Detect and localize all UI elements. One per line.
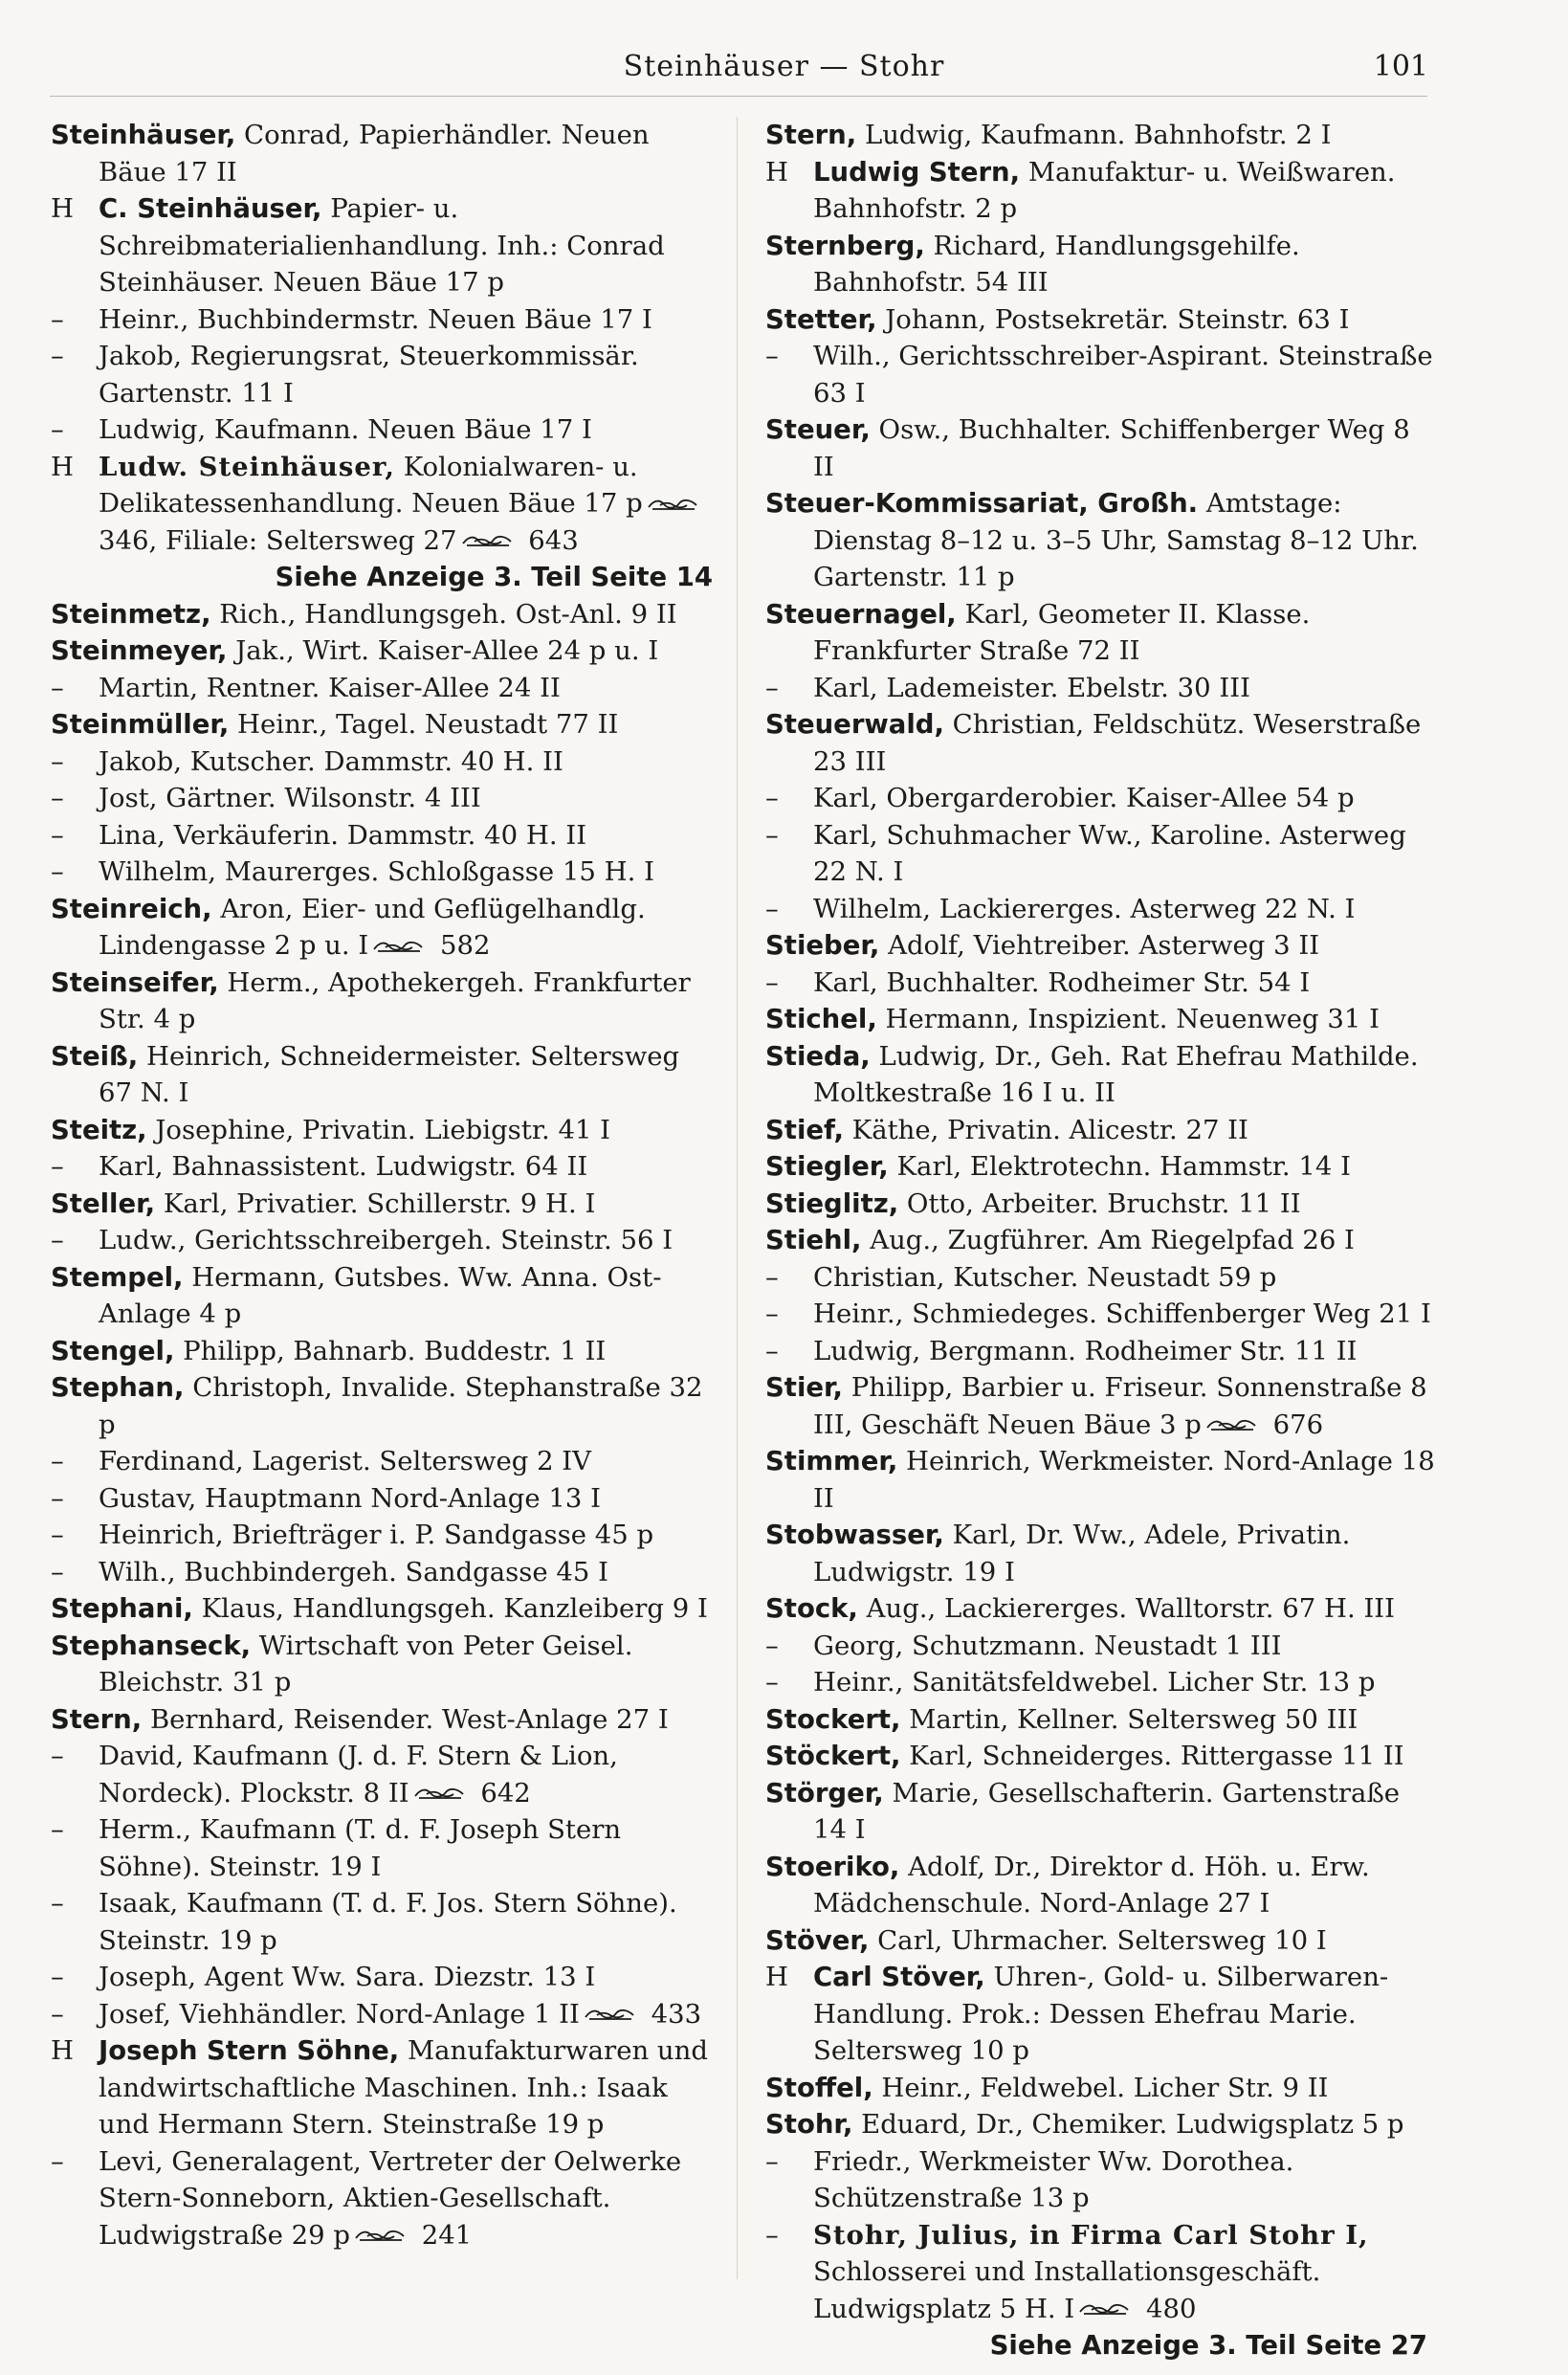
advertisement-reference: Siehe Anzeige 3. Teil Seite 14: [275, 562, 713, 592]
entry-details: Karl, Buchhalter. Rodheimer Str. 54 I: [813, 966, 1311, 998]
entry-details: Ludwig, Dr., Geh. Rat Ehefrau Mathilde. Moltkestraße 16 I u. II: [813, 1040, 1419, 1108]
directory-entry: [51, 1701, 720, 1739]
entry-details: Wilh., Gerichtsschreiber-Aspirant. Steinstraße 63 I: [813, 341, 1433, 409]
entry-details: Karl, Obergarderobier. Kaiser-Allee 54 p: [813, 783, 1355, 813]
entry-details: Bernhard, Reisender. West-Anlage 27 I: [142, 1703, 669, 1735]
entry-continuation: 480: [1137, 2293, 1197, 2324]
directory-entry: [765, 301, 1435, 339]
entry-details: Heinr., Feldwebel. Licher Str. 9 II: [872, 2072, 1329, 2103]
entry-details: Wilhelm, Maurerges. Schloßgasse 15 H. I: [99, 856, 654, 887]
telephone-icon: [354, 2228, 408, 2245]
entry-details: Philipp, Bahnarb. Buddestr. 1 II: [174, 1335, 607, 1366]
page-number: 101: [1373, 50, 1428, 83]
ditto-dash: –: [51, 303, 64, 335]
firm-name: Ludw. Steinhäuser,: [99, 451, 395, 482]
directory-entry: [51, 449, 720, 560]
entry-surname: Stephan,: [51, 1372, 185, 1403]
entry-continuation: 642: [472, 1777, 531, 1809]
entry-details: Papier- u. Schreibmaterialienhandlung. Inh.: Conrad Steinhäuser. Neuen Bäue 17 p: [99, 193, 665, 298]
ditto-dash: –: [51, 1741, 64, 1771]
directory-entry: [51, 1038, 720, 1112]
directory-entry: [51, 2143, 720, 2254]
ditto-dash: –: [51, 2145, 64, 2177]
telephone-icon: [461, 533, 515, 550]
entry-surname: Stief,: [765, 1114, 844, 1145]
entry-continuation: 346, Filiale: Seltersweg 27: [99, 524, 457, 556]
entry-continuation: 582: [431, 930, 491, 961]
telephone-number: 643: [519, 524, 579, 556]
ditto-dash: –: [51, 1151, 64, 1182]
directory-entry: [51, 1443, 720, 1480]
entry-details: Heinrich, Schneidermeister. Seltersweg 67 N. I: [99, 1040, 680, 1108]
ditto-dash: –: [765, 2145, 779, 2177]
entry-details: Isaak, Kaufmann (T. d. F. Jos. Stern Söhne). Steinstr. 19 p: [99, 1888, 677, 1956]
directory-entry: [765, 1664, 1435, 1701]
ditto-dash: –: [51, 341, 64, 371]
directory-entry: [51, 1480, 720, 1518]
entry-details: Karl, Lademeister. Ebelstr. 30 III: [813, 672, 1250, 703]
entry-details: Heinr., Tagel. Neustadt 77 II: [229, 709, 619, 740]
entry-details: Johann, Postsekretär. Steinstr. 63 I: [876, 303, 1350, 335]
telephone-icon: [1078, 2301, 1132, 2319]
ditto-dash: –: [51, 1888, 64, 1919]
entry-details: Kolonialwaren- u. Delikatessenhandlung. Neuen Bäue 17 p: [99, 451, 643, 519]
entry-details: Aug., Lackiererges. Walltorstr. 67 H. III: [857, 1593, 1396, 1624]
ditto-dash: –: [51, 1962, 64, 1992]
ditto-dash: –: [765, 672, 779, 703]
entry-details: Hermann, Gutsbes. Ww. Anna. Ost-Anlage 4 p: [99, 1261, 662, 1329]
ditto-dash: –: [765, 1630, 779, 1661]
entry-surname: Stoffel,: [765, 2072, 873, 2103]
register-mark: H: [765, 1962, 788, 1992]
entry-surname: Stern,: [51, 1703, 143, 1735]
entry-surname: Stetter,: [765, 303, 877, 335]
entry-details: Wilh., Buchbindergeh. Sandgasse 45 I: [99, 1556, 608, 1587]
telephone-icon: [584, 2007, 637, 2024]
ditto-dash: –: [51, 819, 64, 851]
entry-surname: Stephani,: [51, 1593, 193, 1624]
entry-surname: Steinhäuser,: [51, 120, 236, 150]
entry-details: Carl, Uhrmacher. Seltersweg 10 I: [869, 1924, 1327, 1956]
directory-entry: [51, 965, 720, 1038]
ditto-dash: –: [765, 783, 779, 813]
entry-surname: Stock,: [765, 1593, 858, 1624]
directory-entry: [51, 1996, 720, 2033]
directory-entry: [51, 411, 720, 449]
entry-details: Martin, Rentner. Kaiser-Allee 24 II: [99, 672, 561, 703]
entry-details: Karl, Schuhmacher Ww., Karoline. Asterweg 22 N. I: [813, 819, 1406, 887]
entry-details: Heinr., Schmiedeges. Schiffenberger Weg 21 I: [813, 1298, 1431, 1329]
ditto-dash: –: [51, 1520, 64, 1550]
directory-entry: [765, 1333, 1435, 1370]
entry-surname: Steinreich,: [51, 893, 212, 924]
entry-surname: Stohr,: [765, 2109, 853, 2140]
entry-details: Jakob, Kutscher. Dammstr. 40 H. II: [99, 745, 563, 777]
directory-entry: [765, 670, 1435, 707]
directory-entry: [51, 891, 720, 965]
entry-details: Conrad, Papierhändler. Neuen Bäue 17 II: [99, 120, 650, 188]
directory-entry: [51, 1148, 720, 1186]
entry-details: David, Kaufmann (J. d. F. Stern & Lion, Nordeck). Plockstr. 8 II: [99, 1741, 618, 1809]
entry-continuation: 433: [642, 1998, 702, 2030]
directory-entry: [51, 1369, 720, 1443]
directory-entry: [765, 1148, 1435, 1186]
directory-entry: [51, 1517, 720, 1554]
entry-surname: Stieglitz,: [765, 1188, 899, 1219]
directory-entry: [765, 1517, 1435, 1590]
entry-surname: Stöver,: [765, 1924, 870, 1956]
firm-name: Stohr, Julius, in Firma Carl Stohr I,: [813, 2219, 1369, 2251]
directory-entry: [51, 301, 720, 339]
entry-details: Christian, Feldschütz. Weserstraße 23 III: [813, 709, 1422, 777]
register-mark: H: [51, 2035, 74, 2066]
ditto-dash: –: [51, 1814, 64, 1845]
telephone-icon: [413, 1786, 467, 1803]
header-rule: [50, 96, 1427, 97]
directory-entry: [51, 1333, 720, 1370]
directory-entry: [765, 1112, 1435, 1149]
directory-entry: [765, 891, 1435, 928]
entry-details: Georg, Schutzmann. Neustadt 1 III: [813, 1630, 1282, 1661]
firm-name: Joseph Stern Söhne,: [99, 2035, 400, 2066]
entry-details: Philipp, Barbier u. Friseur. Sonnenstraße 8 III, Geschäft Neuen Bäue 3 p: [813, 1372, 1427, 1440]
ditto-dash: –: [765, 819, 779, 851]
directory-entry: [765, 780, 1435, 817]
directory-entry: [765, 338, 1435, 411]
entry-surname: Steuer-Kommissariat, Großh.: [765, 488, 1199, 519]
entry-details: Herm., Kaufmann (T. d. F. Joseph Stern Söhne). Steinstr. 19 I: [99, 1814, 622, 1882]
directory-entry: [765, 1922, 1435, 1960]
entry-surname: Stiegler,: [765, 1151, 889, 1182]
entry-surname: Stiehl,: [765, 1225, 862, 1255]
directory-entry: [765, 1849, 1435, 1922]
ditto-dash: –: [765, 893, 779, 924]
entry-details: Eduard, Dr., Chemiker. Ludwigsplatz 5 p: [852, 2109, 1404, 2140]
directory-entry: [765, 1222, 1435, 1259]
directory-entry: [51, 1186, 720, 1223]
entry-surname: Stoeriko,: [765, 1851, 900, 1882]
entry-details: Marie, Gesellschafterin. Gartenstraße 14 I: [813, 1777, 1401, 1845]
entry-details: Otto, Arbeiter. Bruchstr. 11 II: [898, 1188, 1301, 1219]
entry-details: Klaus, Handlungsgeh. Kanzleiberg 9 I: [192, 1593, 708, 1624]
entry-surname: Stern,: [765, 120, 857, 150]
entry-details: Amtstage: Dienstag 8–12 u. 3–5 Uhr, Samstag 8–12 Uhr. Gartenstr. 11 p: [813, 488, 1419, 592]
entry-surname: Stichel,: [765, 1004, 877, 1034]
directory-entry: [765, 1443, 1435, 1517]
ditto-dash: –: [51, 1556, 64, 1587]
entry-details: Wirtschaft von Peter Geisel. Bleichstr. 31 p: [99, 1630, 633, 1698]
ditto-dash: –: [51, 1446, 64, 1476]
entry-details: Jakob, Regierungsrat, Steuerkommissär. Gartenstr. 11 I: [99, 341, 639, 409]
directory-entry: [765, 1001, 1435, 1038]
entry-details: Aron, Eier- und Geflügelhandlg. Lindengasse 2 p u. I: [99, 893, 646, 961]
directory-entry: [51, 1811, 720, 1885]
directory-entry: [51, 596, 720, 633]
entry-details: Joseph, Agent Ww. Sara. Diezstr. 13 I: [99, 1962, 596, 1992]
directory-entry: [765, 706, 1435, 780]
directory-entry: [51, 338, 720, 411]
directory-entry: [765, 1369, 1435, 1443]
directory-entry: [765, 1701, 1435, 1739]
entry-details: Lina, Verkäuferin. Dammstr. 40 H. II: [99, 819, 587, 851]
firm-name: C. Steinhäuser,: [99, 193, 322, 224]
entry-details: Heinr., Buchbindermstr. Neuen Bäue 17 I: [99, 303, 652, 335]
entry-details: Christian, Kutscher. Neustadt 59 p: [813, 1261, 1277, 1293]
entry-surname: Steiß,: [51, 1040, 139, 1072]
ditto-dash: –: [765, 341, 779, 371]
ditto-dash: –: [765, 2219, 779, 2251]
entry-surname: Stieda,: [765, 1040, 871, 1072]
directory-entry: [765, 485, 1435, 596]
entry-details: Ludwig, Kaufmann. Neuen Bäue 17 I: [99, 414, 592, 445]
directory-entry: [51, 854, 720, 891]
entry-details: Gustav, Hauptmann Nord-Anlage 13 I: [99, 1482, 602, 1514]
directory-entry: [765, 2217, 1435, 2328]
directory-entry: [765, 1959, 1435, 2070]
entry-surname: Sternberg,: [765, 230, 925, 261]
directory-entry: [51, 1259, 720, 1333]
directory-entry: [51, 670, 720, 707]
entry-surname: Steuer,: [765, 414, 871, 445]
entry-details: Käthe, Privatin. Alicestr. 27 II: [843, 1114, 1248, 1145]
entry-details: Heinrich, Werkmeister. Nord-Anlage 18 II: [813, 1446, 1435, 1514]
entry-details: Karl, Elektrotechn. Hammstr. 14 I: [888, 1151, 1351, 1182]
directory-entry: [51, 1628, 720, 1701]
entry-details: Friedr., Werkmeister Ww. Dorothea. Schützenstraße 13 p: [813, 2145, 1294, 2213]
entry-details: Hermann, Inspizient. Neuenweg 31 I: [876, 1004, 1380, 1034]
ditto-dash: –: [51, 1225, 64, 1255]
directory-entry: [51, 1590, 720, 1628]
entry-details: Wilhelm, Lackiererges. Asterweg 22 N. I: [813, 893, 1356, 924]
telephone-icon: [647, 497, 700, 514]
directory-entry: [51, 780, 720, 817]
directory-entry: [765, 1628, 1435, 1665]
ditto-dash: –: [51, 414, 64, 445]
entry-details: Rich., Handlungsgeh. Ost-Anl. 9 II: [210, 598, 677, 630]
entry-details: Adolf, Viehtreiber. Asterweg 3 II: [879, 930, 1320, 961]
entry-details: Ludwig, Bergmann. Rodheimer Str. 11 II: [813, 1335, 1358, 1366]
directory-entry: [51, 190, 720, 301]
entry-continuation: 241: [412, 2219, 473, 2251]
directory-entry: [765, 1038, 1435, 1112]
directory-entry: [51, 1112, 720, 1149]
directory-entry: [765, 2070, 1435, 2107]
register-mark: H: [765, 156, 788, 188]
entry-surname: Steinseifer,: [51, 966, 219, 998]
entry-surname: Steuerwald,: [765, 709, 944, 740]
ditto-dash: –: [765, 1667, 779, 1698]
entry-surname: Steinmüller,: [51, 709, 230, 740]
entry-surname: Steinmetz,: [51, 598, 211, 630]
directory-entry: [51, 633, 720, 670]
column-divider: [737, 117, 738, 2279]
directory-entry: [765, 1590, 1435, 1628]
entry-surname: Steuernagel,: [765, 598, 957, 630]
entry-details: Richard, Handlungsgehilfe. Bahnhofstr. 54 III: [813, 230, 1300, 298]
entry-surname: Stobwasser,: [765, 1520, 944, 1550]
entry-surname: Stimmer,: [765, 1446, 898, 1476]
ditto-dash: –: [765, 966, 779, 998]
directory-entry: [51, 1959, 720, 1996]
entry-details: Karl, Privatier. Schillerstr. 9 H. I: [155, 1188, 596, 1219]
entry-details: Heinrich, Briefträger i. P. Sandgasse 45 p: [99, 1520, 654, 1550]
directory-entry: [51, 2032, 720, 2143]
directory-entry: [765, 411, 1435, 485]
directory-entry: [765, 117, 1435, 154]
entry-surname: Steinmeyer,: [51, 635, 228, 666]
entry-details: Josef, Viehhändler. Nord-Anlage 1 II: [99, 1998, 580, 2030]
entry-details: Karl, Dr. Ww., Adele, Privatin. Ludwigstr. 19 I: [813, 1520, 1351, 1587]
directory-entry: [765, 228, 1435, 301]
entry-surname: Steller,: [51, 1188, 156, 1219]
entry-details: Karl, Bahnassistent. Ludwigstr. 64 II: [99, 1151, 588, 1182]
entry-surname: Störger,: [765, 1777, 884, 1809]
telephone-icon: [1205, 1417, 1259, 1434]
entry-surname: Stengel,: [51, 1335, 175, 1366]
directory-entry: [765, 1775, 1435, 1849]
directory-entry: [765, 2143, 1435, 2217]
directory-entry: [765, 817, 1435, 891]
firm-name: Ludwig Stern,: [813, 156, 1021, 188]
directory-entry: [51, 817, 720, 855]
entry-surname: Stöckert,: [765, 1741, 901, 1771]
entry-surname: Stempel,: [51, 1261, 184, 1293]
directory-entry: [51, 1885, 720, 1959]
entry-surname: Stieber,: [765, 930, 880, 961]
directory-entry: [765, 1186, 1435, 1223]
ditto-dash: –: [51, 745, 64, 777]
entry-details: Heinr., Sanitätsfeldwebel. Licher Str. 13 p: [813, 1667, 1376, 1698]
entry-surname: Stockert,: [765, 1703, 901, 1735]
telephone-icon: [372, 939, 426, 956]
entry-surname: Stephanseck,: [51, 1630, 252, 1661]
entry-details: Schlosserei und Installationsgeschäft. Ludwigsplatz 5 H. I: [813, 2256, 1321, 2324]
firm-name: Carl Stöver,: [813, 1962, 985, 1992]
entry-surname: Steitz,: [51, 1114, 147, 1145]
ditto-dash: –: [51, 856, 64, 887]
entry-details: Herm., Apothekergeh. Frankfurter Str. 4 p: [99, 966, 691, 1034]
entry-details: Aug., Zugführer. Am Riegelpfad 26 I: [861, 1225, 1355, 1255]
entry-surname: Stier,: [765, 1372, 843, 1403]
entry-details: Manufakturwaren und landwirtschaftliche Maschinen. Inh.: Isaak und Hermann Stern. Steinstraße 19 p: [99, 2035, 708, 2140]
entry-details: Uhren-, Gold- u. Silberwaren-Handlung. Prok.: Dessen Ehefrau Marie. Seltersweg 10 p: [813, 1962, 1389, 2066]
entry-details: Jak., Wirt. Kaiser-Allee 24 p u. I: [227, 635, 659, 666]
entry-details: Ludwig, Kaufmann. Bahnhofstr. 2 I: [856, 120, 1332, 150]
ditto-dash: –: [765, 1261, 779, 1293]
entry-details: Ludw., Gerichtsschreibergeh. Steinstr. 56 I: [99, 1225, 674, 1255]
ditto-dash: –: [765, 1335, 779, 1366]
directory-entry: [51, 1222, 720, 1259]
entry-details: Manufaktur- u. Weißwaren. Bahnhofstr. 2 p: [813, 156, 1396, 224]
ditto-dash: –: [51, 783, 64, 813]
left-column: [51, 117, 720, 2253]
entry-continuation: 676: [1264, 1409, 1324, 1440]
directory-entry: [765, 1259, 1435, 1297]
directory-entry: [765, 154, 1435, 228]
directory-entry: [765, 1738, 1435, 1775]
entry-details: Levi, Generalagent, Vertreter der Oelwerke Stern-Sonneborn, Aktien-Gesellschaft. Ludwigstraße 29 p: [99, 2145, 682, 2251]
entry-details: Christoph, Invalide. Stephanstraße 32 p: [99, 1372, 703, 1440]
register-mark: H: [51, 193, 74, 224]
directory-entry: [51, 706, 720, 744]
ditto-dash: –: [51, 1998, 64, 2030]
entry-details: Ferdinand, Lagerist. Seltersweg 2 IV: [99, 1446, 592, 1476]
entry-details: Osw., Buchhalter. Schiffenberger Weg 8 II: [813, 414, 1410, 482]
directory-entry: [765, 596, 1435, 670]
ditto-dash: –: [51, 672, 64, 703]
directory-entry: [51, 744, 720, 781]
ditto-dash: –: [765, 1298, 779, 1329]
register-mark: H: [51, 451, 74, 482]
directory-entry: [51, 1738, 720, 1811]
directory-entry: [765, 965, 1435, 1002]
directory-entry: [765, 927, 1435, 965]
entry-details: Adolf, Dr., Direktor d. Höh. u. Erw. Mädchenschule. Nord-Anlage 27 I: [813, 1851, 1370, 1919]
directory-entry: [765, 2106, 1435, 2143]
directory-entry: [51, 1554, 720, 1591]
directory-entry: [51, 117, 720, 190]
ditto-dash: –: [51, 1482, 64, 1514]
entry-details: Josephine, Privatin. Liebigstr. 41 I: [146, 1114, 611, 1145]
running-title: Steinhäuser — Stohr: [623, 50, 945, 83]
entry-details: Karl, Schneiderges. Rittergasse 11 II: [900, 1741, 1404, 1771]
entry-details: Jost, Gärtner. Wilsonstr. 4 III: [99, 783, 481, 813]
entry-details: Karl, Geometer II. Klasse. Frankfurter Straße 72 II: [813, 598, 1311, 666]
right-column: [765, 117, 1435, 2364]
directory-entry: [765, 1296, 1435, 1333]
advertisement-reference: Siehe Anzeige 3. Teil Seite 27: [989, 2330, 1427, 2361]
entry-details: Martin, Kellner. Seltersweg 50 III: [900, 1703, 1358, 1735]
